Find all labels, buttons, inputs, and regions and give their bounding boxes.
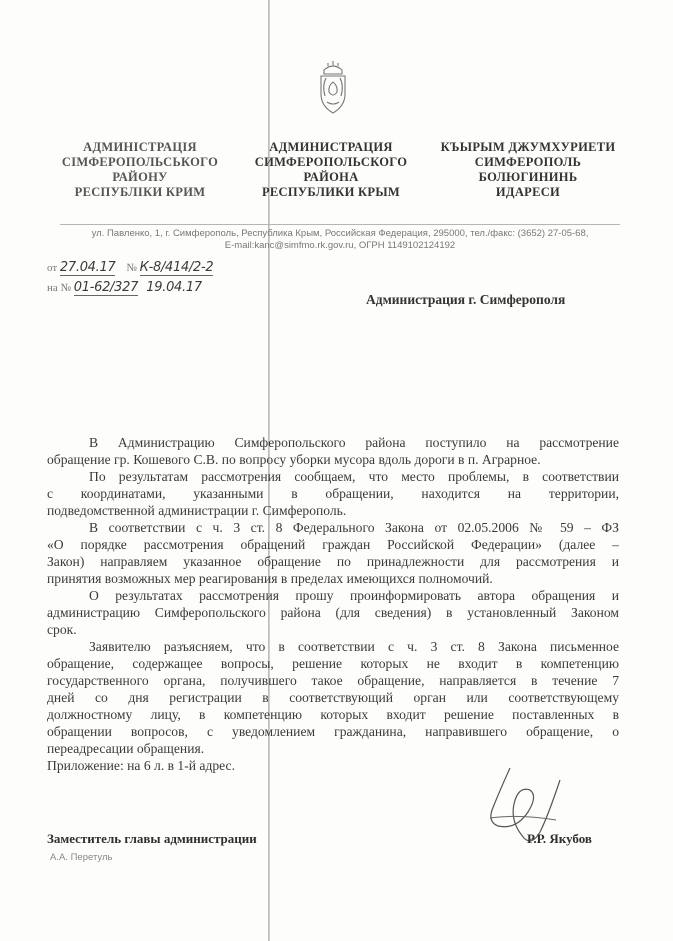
reference-registration	[47, 278, 213, 298]
body-line: срок.	[47, 622, 77, 637]
body-line: с координатами, указанными в обращении, находится на территории,	[47, 486, 619, 501]
body-line: обращение гр. Кошевого С.В. по вопросу уборки мусора вдоль дороги в п. Аграрное.	[47, 452, 541, 467]
addressee: Администрация г. Симферополя	[366, 292, 566, 307]
reference-date: 19.04.17	[146, 280, 202, 295]
body-line: «О порядке рассмотрения обращений граждан Российской Федерации» (далее –	[47, 537, 619, 552]
coat-of-arms-icon	[312, 60, 354, 116]
body-line: Заявителю разъясняем, что в соответствии с ч. 3 ст. 8 Закона письменное	[89, 639, 619, 654]
body-line: обращение, содержащее вопросы, решение которых не входит в компетенцию	[47, 656, 619, 671]
body-line: должностному лицу, в компетенцию которых входит решение поставленных в	[47, 707, 619, 722]
body-line: Закон) направляем указанное обращение по принадлежности для рассмотрения и	[47, 554, 619, 569]
signatory-position: Заместитель главы администрации	[47, 831, 257, 846]
body-line: В Администрацию Симферопольского района поступило на рассмотрение	[89, 435, 619, 450]
from-label: от	[47, 262, 58, 274]
body-line: государственного органа, получившего такое обращение, направляется в течение 7	[47, 673, 619, 688]
header-line: КЪЫРЫМ ДЖУМХУРИЕТИ	[440, 140, 616, 154]
header-ukrainian	[50, 140, 230, 200]
header-line: ИДАРЕСИ	[495, 185, 561, 199]
number-label: №	[126, 262, 137, 274]
header-line: АДМИНІСТРАЦІЯ	[83, 140, 197, 154]
contact-address-line: ул. Павленко, 1, г. Симферополь, Республика Крым, Российская Федерация, 295000, тел./факс: (3652) 27-05-68,	[91, 228, 589, 239]
body-line: администрацию Симферопольского района (для сведения) в установленный Законом	[47, 605, 619, 620]
header-line: РАЙОНА	[303, 170, 359, 184]
letter-body	[47, 434, 619, 774]
body-line: переадресации обращения.	[47, 741, 205, 756]
signatory-name: Р.Р. Якубов	[527, 831, 592, 846]
body-line: подведомственной администрации г. Симферополь.	[47, 503, 347, 518]
header-line: СІМФЕРОПОЛЬСЬКОГО	[61, 155, 219, 169]
outgoing-date: 27.04.17	[59, 260, 116, 275]
body-line: принятия возможных мер реагирования в пределах имеющихся полномочий.	[47, 571, 493, 586]
header-line: РАЙОНУ	[112, 170, 168, 184]
contact-details	[60, 224, 620, 252]
body-line: По результатам рассмотрения сообщаем, что место проблемы, в соответствии	[89, 469, 619, 484]
registration-block	[47, 258, 213, 298]
executor-name: А.А. Перетуль	[50, 852, 113, 863]
outgoing-registration	[47, 258, 213, 278]
header-line: АДМИНИСТРАЦИЯ	[269, 140, 393, 154]
header-line: СИМФЕРОПОЛЬ	[474, 155, 582, 169]
header-line: СИМФЕРОПОЛЬСКОГО	[254, 155, 408, 169]
header-line: БОЛЮГИНИНЬ	[478, 170, 578, 184]
body-line: дней со дня регистрации в соответствующий орган или соответствующему	[47, 690, 619, 705]
header-line: РЕСПУБЛИКИ КРЫМ	[261, 185, 401, 199]
reference-label: на №	[47, 282, 72, 294]
body-line: В соответствии с ч. 3 ст. 8 Федерального Закона от 02.05.2006 № 59 – ФЗ	[89, 520, 619, 535]
header-russian	[236, 140, 426, 200]
header-line: РЕСПУБЛІКИ КРИМ	[74, 185, 206, 199]
body-line: обращении вопросов, с уведомлением гражданина, направившего обращение, о	[47, 724, 619, 739]
contact-email-line: E-mail:kanc@simfmo.rk.gov.ru, ОГРН 1149102124192	[224, 240, 456, 251]
body-line: Приложение: на 6 л. в 1-й адрес.	[47, 758, 235, 773]
reference-number: 01-62/327	[73, 280, 139, 295]
body-line: О результатах рассмотрения прошу проинформировать автора обращения и	[89, 588, 619, 603]
header-crimean-tatar	[428, 140, 628, 200]
outgoing-number: К-8/414/2-2	[139, 260, 214, 275]
